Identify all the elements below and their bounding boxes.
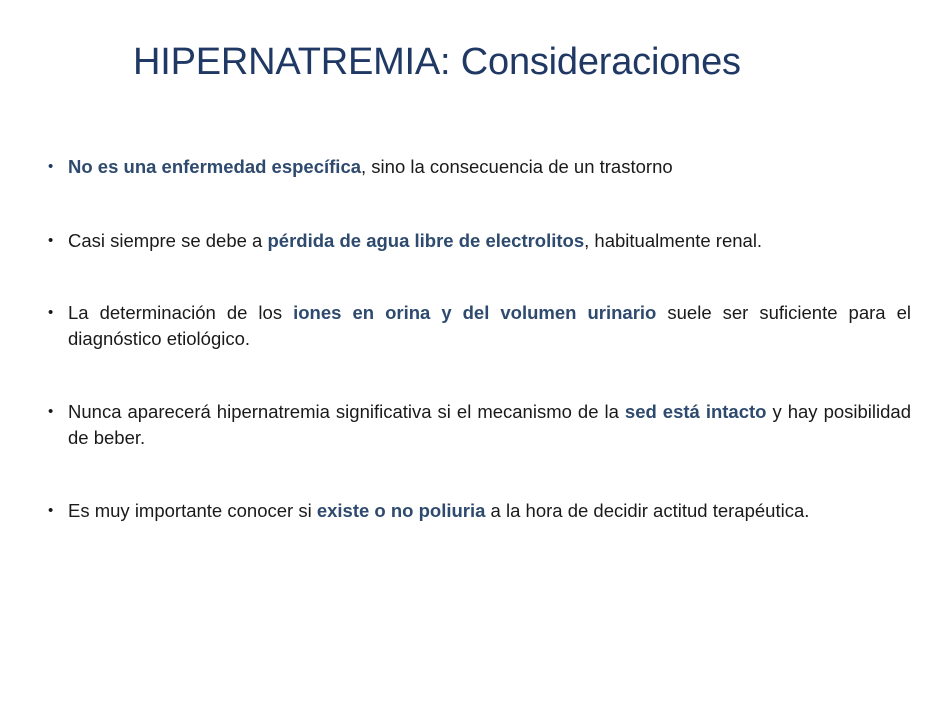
bullet-text xyxy=(68,399,911,451)
bullet-highlight: pérdida de agua libre de electrolitos xyxy=(267,230,585,251)
bullet-pre-text: Es muy importante conocer si xyxy=(68,500,317,521)
bullet-pre-text: La determinación de los xyxy=(68,302,294,323)
slide-title: HIPERNATREMIA: Consideraciones xyxy=(133,41,741,83)
bullet-marker: • xyxy=(48,232,54,249)
bullet-text xyxy=(68,154,911,180)
bullet-post-text: y hay posibilidad de beber. xyxy=(68,401,911,448)
bullet-marker: • xyxy=(48,304,54,321)
bullet-post-text: suele ser suficiente para el diagnóstico etiológico. xyxy=(68,302,911,349)
bullet-item xyxy=(48,154,911,180)
bullet-marker: • xyxy=(48,158,54,175)
bullet-post-text: a la hora de decidir actitud terapéutica. xyxy=(485,500,810,521)
bullet-highlight: No es una enfermedad específica xyxy=(68,156,362,177)
bullet-marker: • xyxy=(48,403,54,420)
bullet-text xyxy=(68,498,911,524)
bullet-highlight: existe o no poliuria xyxy=(316,500,486,521)
bullet-marker: • xyxy=(48,502,54,519)
bullet-item xyxy=(48,300,911,352)
bullet-item xyxy=(48,228,911,254)
bullet-text xyxy=(68,300,911,352)
bullet-item xyxy=(48,399,911,451)
bullet-highlight: iones en orina y del volumen urinario xyxy=(293,302,657,323)
bullet-text xyxy=(68,228,911,254)
bullet-item xyxy=(48,498,911,524)
bullet-highlight: sed está intacto xyxy=(624,401,767,422)
bullet-post-text: , sino la consecuencia de un trastorno xyxy=(361,156,673,177)
bullet-pre-text: Casi siempre se debe a xyxy=(68,230,268,251)
bullet-post-text: , habitualmente renal. xyxy=(584,230,763,251)
bullet-pre-text: Nunca aparecerá hipernatremia significativa si el mecanismo de la xyxy=(68,401,625,422)
